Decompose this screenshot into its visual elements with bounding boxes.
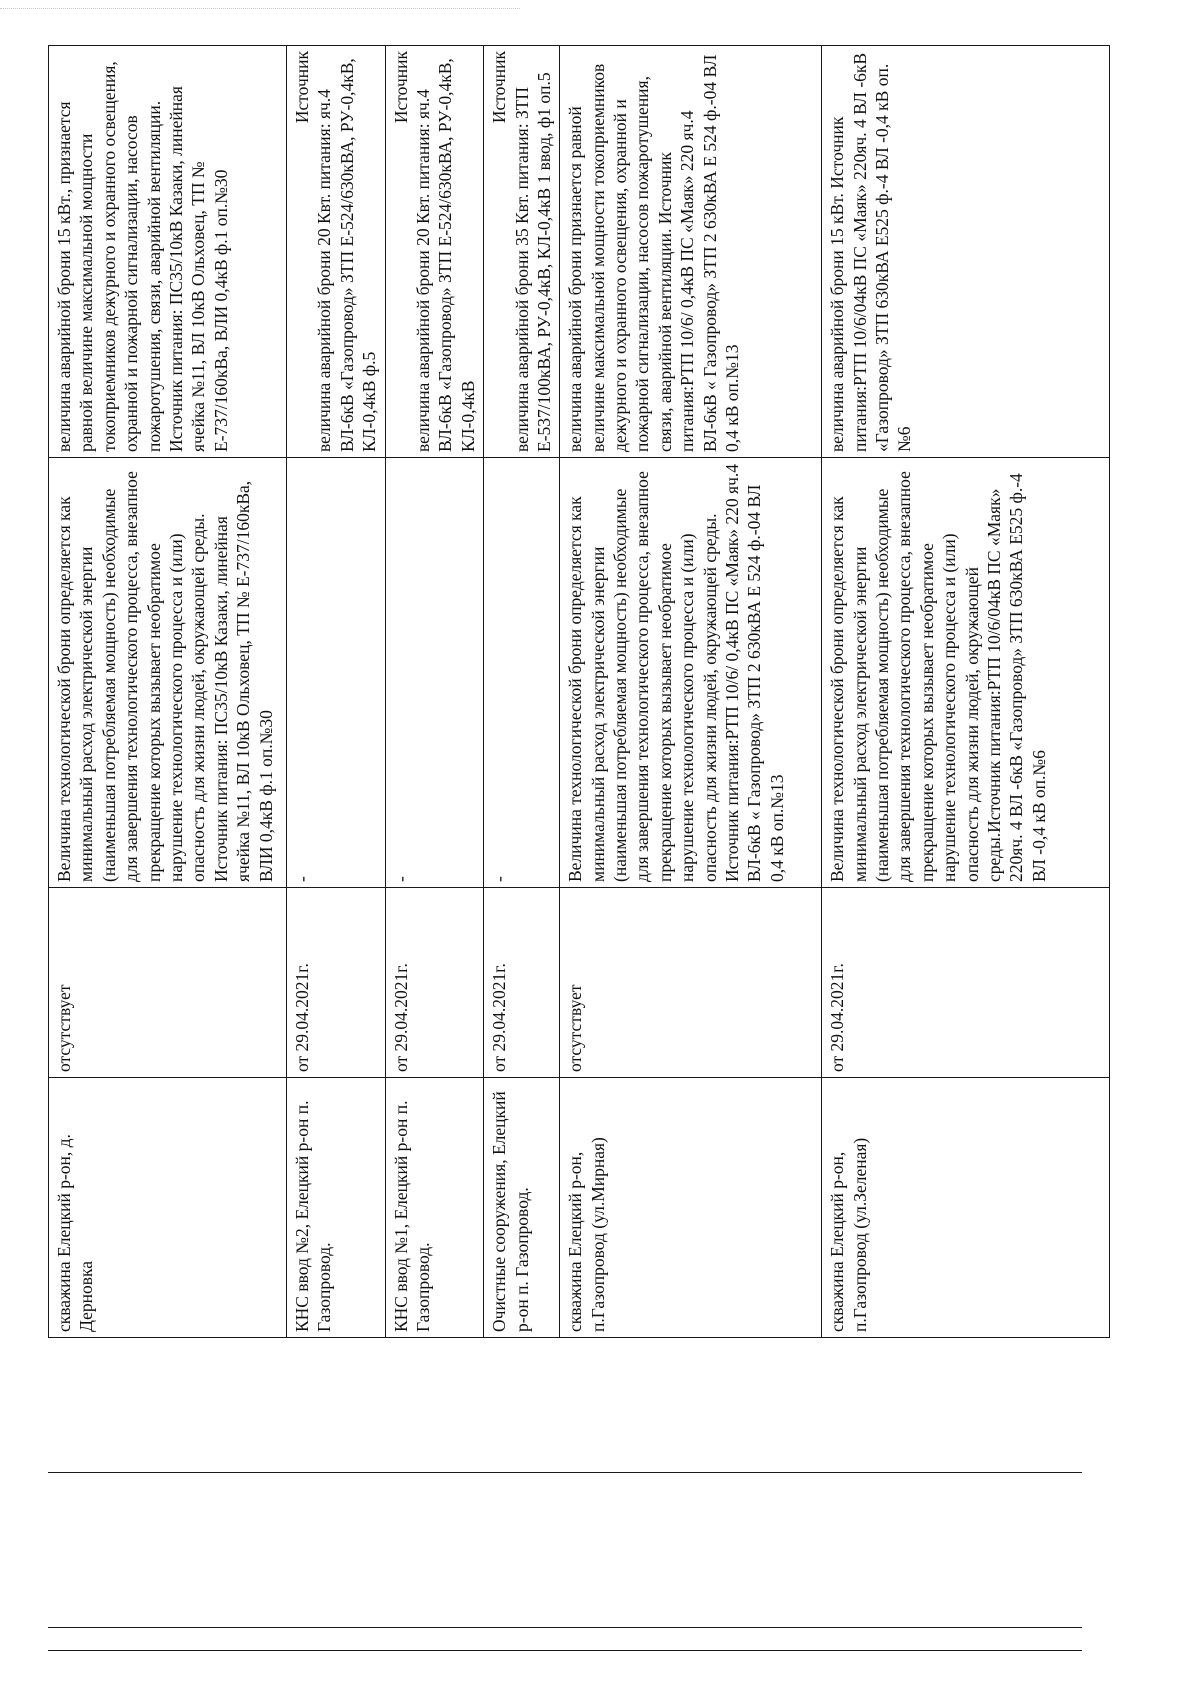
tech-reserve-cell: Величина технологической брони определяется как минимальный расход электрической энергии (наименьшая потребляемая мощность) необходимые для завершения технологического процесса, внезапное прекращение которых вызывает необратимое нарушение технологического процесса и (или) опасность для жизни людей, окружающей среды. Источник питания: ПС35/10кВ Казаки, линейная ячейка №11, ВЛ 10кВ Ольховец, ТП № Е-737/160кВа, ВЛИ 0,4кВ ф.1 оп.№30 bbox=[49, 458, 287, 888]
table-row bbox=[49, 46, 287, 1338]
emergency-text: величина аварийной брони 20 Квт. питания: яч.4 ВЛ-6кВ «Газопровод» ЗТП Е-524/630кВА, РУ-0,4кВ, КЛ-0,4кВ bbox=[412, 58, 478, 452]
rule-line bbox=[48, 1650, 1082, 1651]
table-row bbox=[287, 46, 386, 1338]
tech-reserve-cell: Величина технологической брони определяется как минимальный расход электрической энергии (наименьшая потребляемая мощность) необходимые для завершения технологического процесса, внезапное прекращение которых вызывает необратимое нарушение технологического процесса и (или) опасность для жизни людей, окружающей среды.Источник питания:РТП 10/6/04кВ ПС «Маяк» 220яч. 4 ВЛ -6кВ «Газопровод» ЗТП 630кВА Е525 ф.-4 ВЛ -0,4 кВ оп.№6 bbox=[822, 458, 1110, 888]
rule-line bbox=[48, 1627, 1082, 1628]
reserve-table bbox=[48, 45, 1110, 1338]
act-cell: отсутствует bbox=[560, 888, 822, 1078]
scan-border-line bbox=[0, 8, 520, 9]
tech-reserve-cell: - bbox=[385, 458, 484, 888]
object-cell: скважина Елецкий р-он, д. Дерновка bbox=[49, 1078, 287, 1338]
object-cell: скважина Елецкий р-он, п.Газопровод (ул.Мирная) bbox=[560, 1078, 822, 1338]
table-row bbox=[385, 46, 484, 1338]
table-row bbox=[560, 46, 822, 1338]
tech-reserve-cell: - bbox=[484, 458, 560, 888]
table-row bbox=[484, 46, 560, 1338]
table-row bbox=[822, 46, 1110, 1338]
act-cell: от 29.04.2021г. bbox=[287, 888, 386, 1078]
rule-line bbox=[48, 1472, 1082, 1473]
emergency-reserve-cell bbox=[484, 46, 560, 458]
emergency-reserve-cell bbox=[560, 46, 822, 458]
object-cell: КНС ввод №2, Елецкий р-он п. Газопровод. bbox=[287, 1078, 386, 1338]
tech-reserve-cell: - bbox=[287, 458, 386, 888]
emergency-head: Источник bbox=[390, 51, 411, 124]
object-cell: Очистные сооружения, Елецкий р-он п. Газопровод. bbox=[484, 1078, 560, 1338]
emergency-reserve-cell bbox=[49, 46, 287, 458]
emergency-reserve-cell bbox=[822, 46, 1110, 458]
act-cell: от 29.04.2021г. bbox=[822, 888, 1110, 1078]
rotated-table-container bbox=[48, 46, 1058, 1338]
emergency-text: величина аварийной брони 15 кВт. Источник питания:РТП 10/6/04кВ ПС «Маяк» 220яч. 4 ВЛ -6кВ «Газопровод» ЗТП 630кВА Е525 ф.-4 ВЛ -0,4 кВ оп.№6 bbox=[827, 52, 915, 452]
emergency-reserve-cell bbox=[385, 46, 484, 458]
emergency-text: величина аварийной брони признается равной величине максимальной мощности токоприемников дежурного и охранного освещения, охранной и пожарной сигнализации, насосов пожаротушения, связи, аварийной вентиляции. Источник питания:РТП 10/6/ 0,4кВ ПС «Маяк» 220 яч.4 ВЛ-6кВ « Газопровод» ЗТП 2 630кВА Е 524 ф.-04 ВЛ 0,4 кВ оп.№13 bbox=[565, 54, 743, 452]
act-cell: отсутствует bbox=[49, 888, 287, 1078]
object-cell: скважина Елецкий р-он, п.Газопровод (ул.Зеленая) bbox=[822, 1078, 1110, 1338]
act-cell: от 29.04.2021г. bbox=[385, 888, 484, 1078]
emergency-text: величина аварийной брони 20 Квт. питания: яч.4 ВЛ-6кВ «Газопровод» ЗТП Е-524/630кВА, РУ-0,4кВ, КЛ-0,4кВ ф.5 bbox=[314, 58, 380, 452]
tech-reserve-cell: Величина технологической брони определяется как минимальный расход электрической энергии (наименьшая потребляемая мощность) необходимые для завершения технологического процесса, внезапное прекращение которых вызывает необратимое нарушение технологического процесса и (или) опасность для жизни людей, окружающей среды. Источник питания:РТП 10/6/ 0,4кВ ПС «Маяк» 220 яч.4 ВЛ-6кВ « Газопровод» ЗТП 2 630кВА Е 524 ф.-04 ВЛ 0,4 кВ оп.№13 bbox=[560, 458, 822, 888]
emergency-reserve-cell bbox=[287, 46, 386, 458]
object-cell: КНС ввод №1, Елецкий р-он п. Газопровод. bbox=[385, 1078, 484, 1338]
emergency-text: величина аварийной брони 35 Квт. питания: ЗТП Е-537/100кВА, РУ-0,4кВ, КЛ-0,4кВ 1 ввод, ф1 оп.5 bbox=[511, 72, 554, 452]
emergency-text: величина аварийной брони 15 кВт., признается равной величине максимальной мощности токоприемников дежурного и охранного освещения, охранной и пожарной сигнализации, насосов пожаротушения, связи, аварийной вентиляции. Источник питания: ПС35/10кВ Казаки, линейная ячейка №11, ВЛ 10кВ Ольховец, ТП № Е-737/160кВа, ВЛИ 0,4кВ ф.1 оп.№30 bbox=[54, 61, 231, 452]
act-cell: от 29.04.2021г. bbox=[484, 888, 560, 1078]
emergency-head: Источник bbox=[489, 51, 510, 124]
emergency-head: Источник bbox=[292, 51, 312, 124]
